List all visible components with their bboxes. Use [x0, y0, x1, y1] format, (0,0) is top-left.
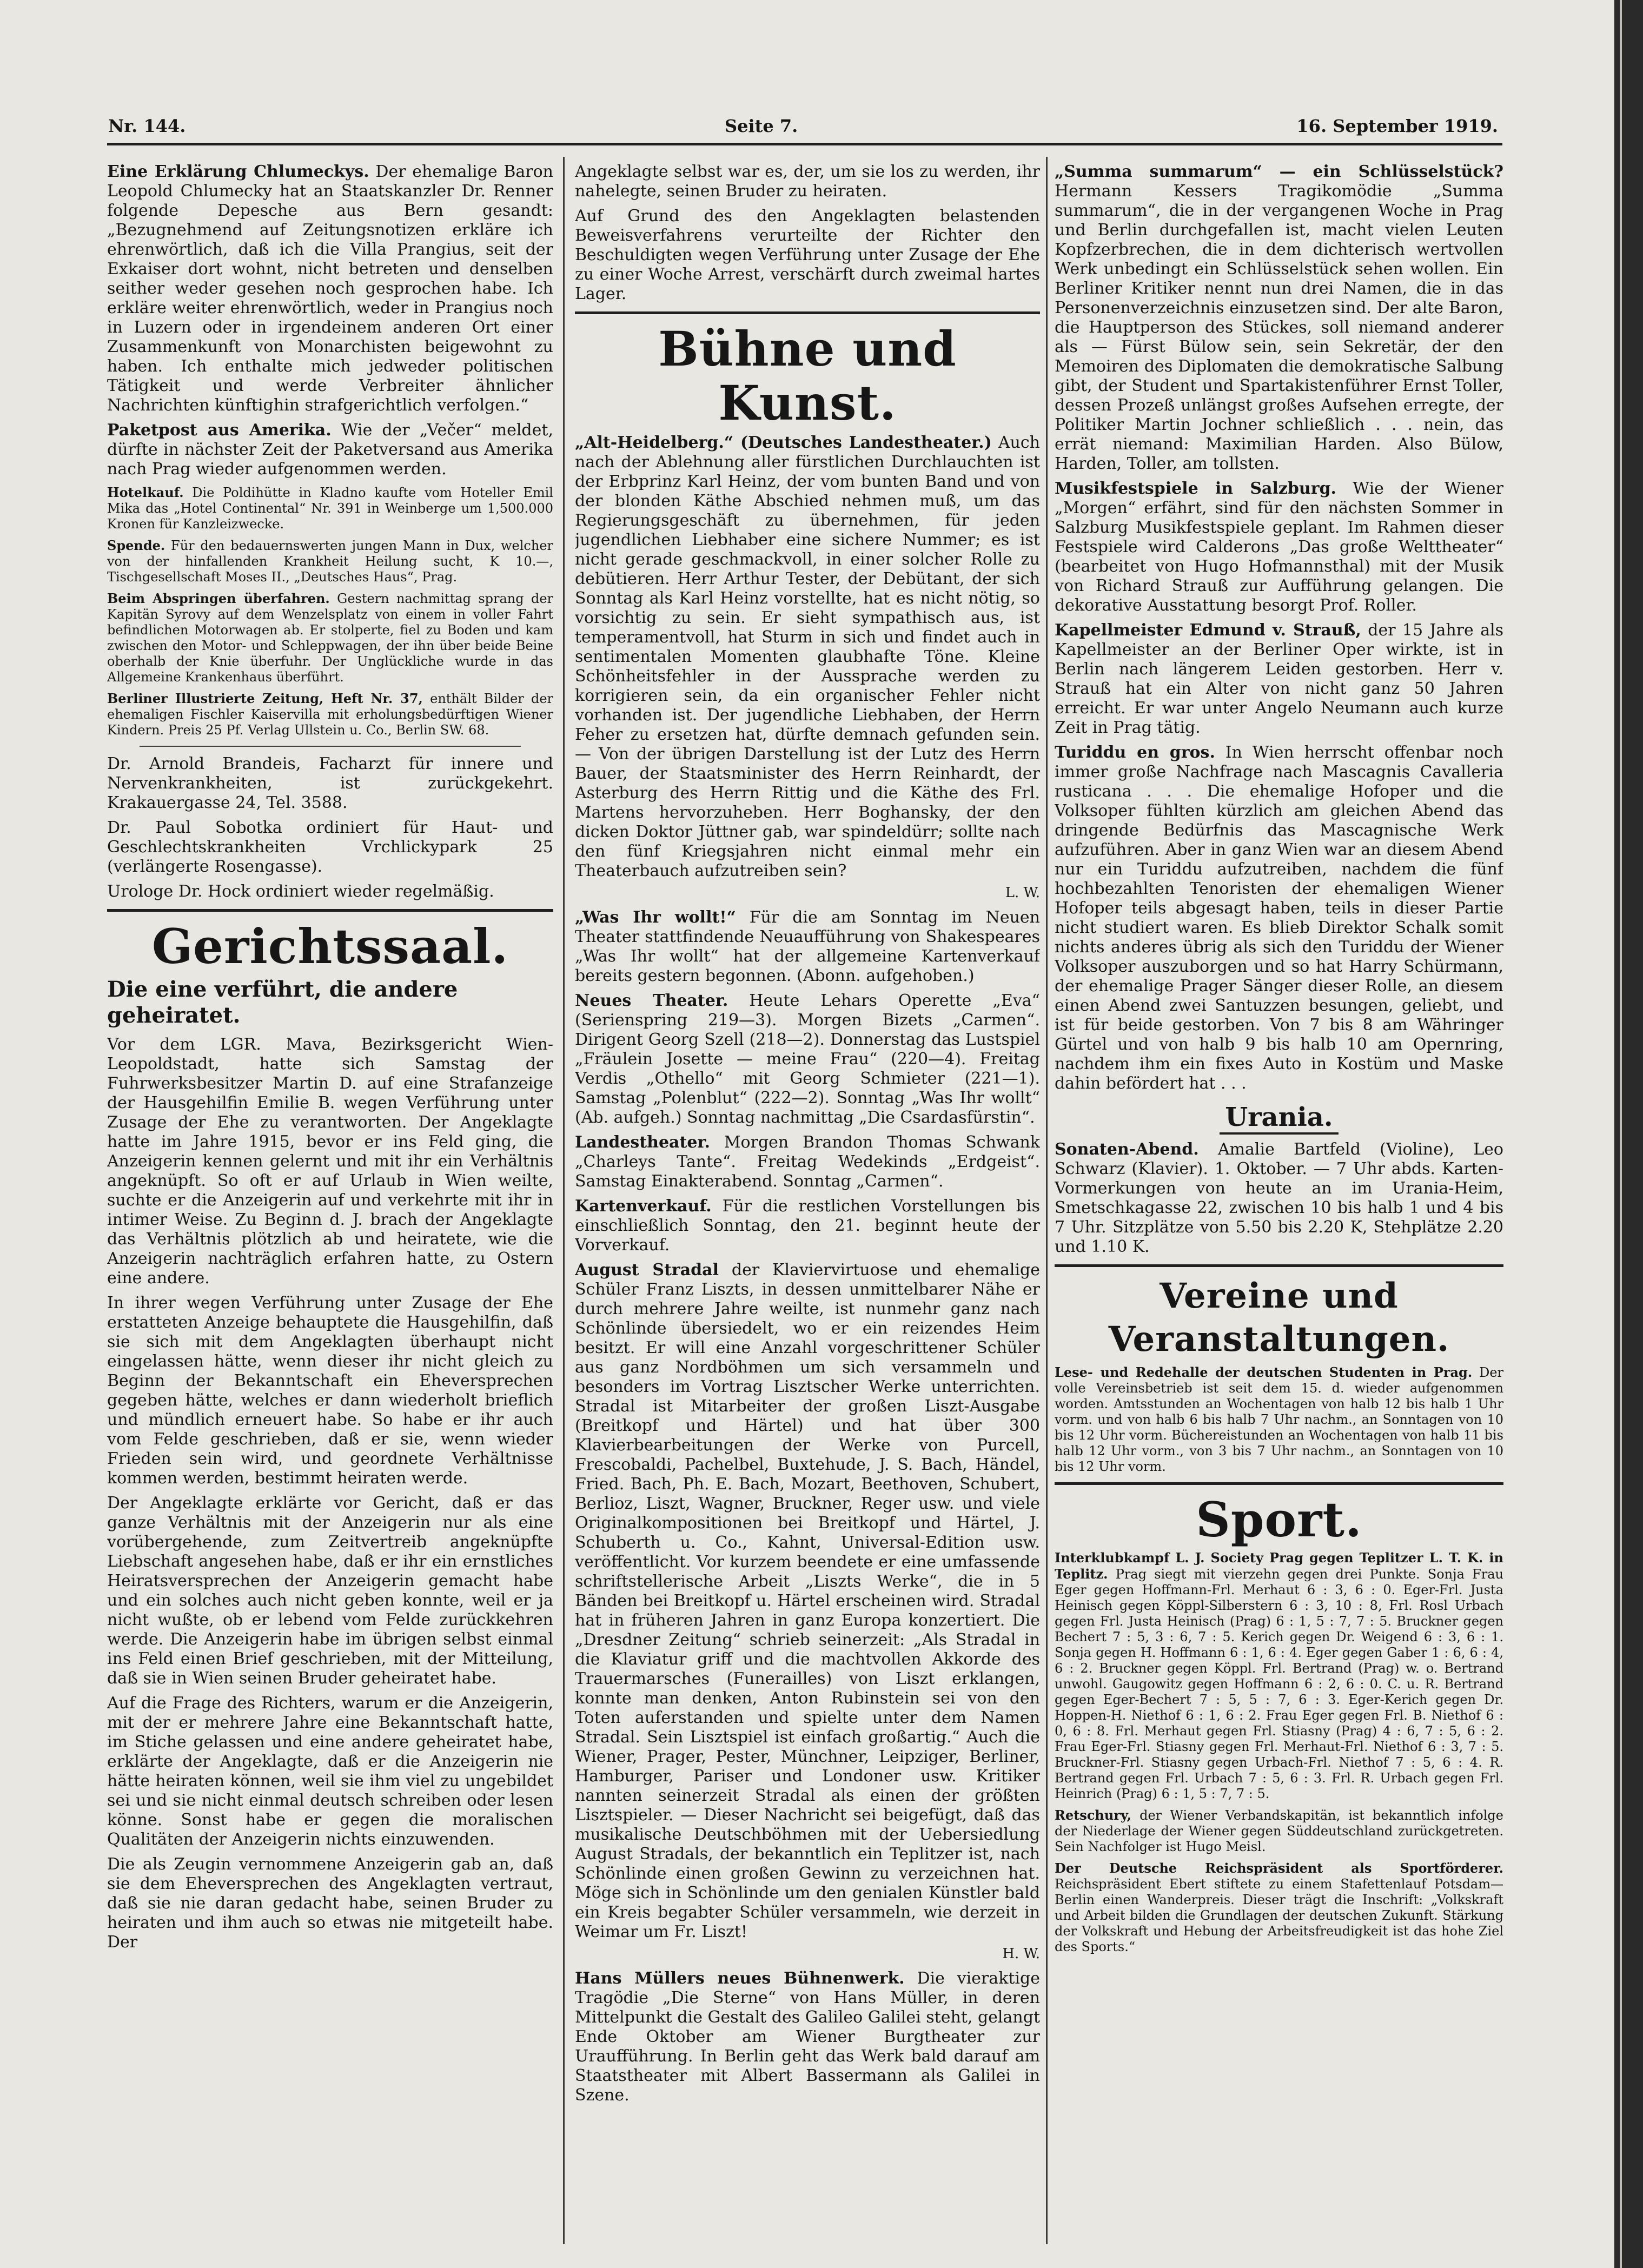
page-header: [108, 116, 1498, 146]
article-stradal: [575, 1261, 1040, 1942]
ad-brandeis: Dr. Arnold Brandeis, Facharzt für innere und Nervenkrankheiten, ist zurückgekehrt. Krakauergasse 24, Tel. 3588.: [107, 754, 553, 812]
article-text: der Klaviervirtuose und ehemalige Schüler Franz Liszts, in dessen unmittelbarer Nähe er durch mehrere Jahre weilte, ist nunmehr ganz nach Schönlinde übersiedelt, wo er ein reizendes Heim besitzt. Er will eine Anzahl vorgeschrittener Schüler aus ganz Nordböhmen um sich versammeln und besonders im Vortrag Lisztscher Werke unterrichten. Stradal ist Mitarbeiter der großen Liszt-Ausgabe (Breitkopf und Härtel) und hat über 300 Klavierbearbeitungen der Werke von Purcell, Frescobaldi, Pachelbel, Buxtehude, J. S. Bach, Händel, Fried. Bach, Ph. E. Bach, Mozart, Beethoven, Schubert, Berlioz, Liszt, Wagner, Bruckner, Reger usw. und viele Originalkompositionen bei Breitkopf und Härtel, J. Schuberth u. Co., Kahnt, Universal-Edition usw. veröffentlicht. Vor kurzem beendete er eine umfassende schriftstellerische Arbeit „Liszts Werke“, die in 5 Bänden bei Breitkopf u. Härtel erscheinen wird. Stradal hat in früheren Jahren in ganz Europa konzertiert. Die „Dresdner Zeitung“ schrieb seinerzeit: „Als Stradal in die Klaviatur griff und die machtvollen Akkorde des Trauermarsches (Funerailles) von Liszt erklangen, konnte man denken, Anton Rubinstein sei von den Toten auferstanden und spielte unter dem Namen Stradal. Sein Lisztspiel ist einfach großartig.“ Auch die Wiener, Prager, Pester, Münchner, Leipziger, Berliner, Hamburger, Pariser und Londoner usw. Kritiker nannten seinerzeit Stradal als einen der größten Lisztspieler. — Dieser Nachricht sei beigefügt, daß das musikalische Deutschböhmen mit der Uebersiedlung August Stradals, der bekanntlich ein Teplitzer ist, nach Schönlinde einen großen Gewinn zu verzeichnen hat. Möge sich in Schönlinde um den genialen Künstler bald ein Kreis begabter Schüler versammeln, wie derzeit in Weimar um Fr. Liszt!: [575, 1261, 1040, 1941]
article-summa-summarum: [1055, 162, 1503, 474]
article-lead: Turiddu en gros.: [1055, 743, 1215, 762]
article-text: Wie der „Večer“ meldet, dürfte in nächster Zeit der Paketversand aus Amerika nach Prag wieder aufgenommen werden.: [107, 421, 553, 479]
article-lead: Landestheater.: [575, 1133, 710, 1152]
article-interklubkampf: [1055, 1550, 1503, 1802]
article-sonaten-abend: [1055, 1140, 1503, 1257]
notice-hotelkauf: [107, 485, 553, 532]
article-text: der Wiener Verbandskapitän, ist bekanntlich infolge der Niederlage der Wiener gegen Süddeutschland zurückgetreten. Sein Nachfolger ist Hugo Meisl.: [1055, 1808, 1503, 1854]
column-left: [107, 162, 553, 2250]
page-number: Seite 7.: [725, 116, 798, 136]
issue-date: 16. September 1919.: [1296, 116, 1498, 136]
article-lead: Eine Erklärung Chlumeckys.: [107, 162, 369, 181]
article-lead: Lese- und Redehalle der deutschen Studenten in Prag.: [1055, 1364, 1473, 1380]
right-scan-margin: [1614, 0, 1643, 2268]
article-lead: Neues Theater.: [575, 991, 728, 1010]
column-middle: [575, 162, 1040, 2250]
article-paragraph: Die als Zeugin vernommene Anzeigerin gab an, daß sie dem Eheversprechen des Angeklagten vertraut, daß sie nie daran gedacht habe, seinen Bruder zu heiraten und ihm auch so etwas nie mitgeteilt habe. Der: [107, 1855, 553, 1952]
article-paragraph: Der Angeklagte erklärte vor Gericht, daß er das ganze Verhältnis mit der Anzeigerin nur als eine vorübergehende, zum Zeitvertreib angeknüpfte Liebschaft angesehen habe, daß er ihr ein ernstliches Heiratsversprechen der Anzeigerin gemacht habe und ein solches auch nicht geben konnte, weil er ja nicht wußte, ob er lebend vom Felde zurückkehren werde. Die Anzeigerin habe im übrigen selbst einmal ins Feld einen Brief geschrieben, mit der Mitteilung, daß sie in Wien seinen Bruder geheiratet habe.: [107, 1494, 553, 1688]
article-text: Heute Lehars Operette „Eva“ (Serienspring 219—3). Morgen Bizets „Carmen“. Dirigent Georg Szell (218—2). Donnerstag das Lustspiel „Fräulein Josette — meine Frau“ (220—4). Freitag Verdis „Othello“ mit Georg Schmieter (221—1). Samstag „Polenblut“ (222—2). Sonntag „Was Ihr wollt“ (Ab. aufgeh.) Sonntag nachmittag „Die Csardasfürstin“.: [575, 991, 1040, 1127]
article-strauss: [1055, 621, 1503, 738]
urania-heading: Urania.: [1220, 1102, 1339, 1135]
issue-number: Nr. 144.: [108, 116, 186, 136]
article-lead: Sonaten-Abend.: [1055, 1140, 1199, 1159]
article-lead: Hans Müllers neues Bühnenwerk.: [575, 1969, 905, 1988]
column-right: [1055, 162, 1503, 2250]
article-lead: „Was Ihr wollt!“: [575, 908, 736, 927]
article-lesehalle: [1055, 1364, 1503, 1475]
article-was-ihr-wollt: [575, 908, 1040, 986]
author-signature: L. W.: [1005, 885, 1040, 901]
section-heading-vereine: Vereine und Veranstaltungen.: [1108, 1276, 1450, 1360]
author-signature: H. W.: [1002, 1946, 1040, 1962]
article-text: Die vieraktige Tragödie „Die Sterne“ von Hans Müller, in deren Mittelpunkt die Gestalt des Galileo Galilei steht, gelangt Ende Oktober am Wiener Burgtheater zur Uraufführung. In Berlin geht das Werk bald darauf am Staatstheater mit Albert Bassermann als Galilei in Szene.: [575, 1969, 1040, 2105]
article-lead: „Alt-Heidelberg.“ (Deutsches Landestheater.): [575, 433, 992, 452]
section-rule: [1055, 1264, 1503, 1267]
article-lead: August Stradal: [575, 1261, 719, 1279]
notice-lead: Berliner Illustrierte Zeitung, Heft Nr. 37,: [107, 691, 423, 706]
article-text: Auch nach der Ablehnung aller fürstlichen Durchlauchten ist der Erbprinz Karl Heinz, der vom bunten Band und von der blonden Käthe Abschied nehmen muß, um das Regierungsgeschäft zu übernehmen, für jeden jugendlichen Liebhaber eine sichere Nummer; es ist nicht gerade geschmackvoll, in einer solcher Rolle zu debütieren. Herr Arthur Tester, der Debütant, der sich Sonntag als Karl Heinz vorstellte, hat es nicht nötig, so vorsichtig zu sein. Er sieht sympathisch aus, ist temperamentvoll, hat Sturm in sich und findet auch in sentimentalen Momenten glaubhafte Töne. Kleine Schönheitsfehler in der Aussprache werden zu korrigieren sein, da ein organischer Fehler nicht vorhanden ist. Der jugendliche Liebhaben, der Herrn Feher zu ersetzen hat, dürfte demnach gefunden sein. — Von der übrigen Darstellung ist der Lutz des Herrn Bauer, der Staatsminister des Herrn Reinhardt, der Asterburg des Herrn Rittig und die Käthe des Frl. Martens hervorzuheben. Herr Boghansky, der den dicken Doktor Jüttner gab, war spindeldürr; sollte nach den fünf Kriegsjahren nicht einmal mehr ein Theaterbauch aufzutreiben sein?: [575, 433, 1040, 880]
article-text: Morgen Brandon Thomas Schwank „Charleys Tante“. Freitag Wedekinds „Erdgeist“. Samstag Einakterabend. Sonntag „Carmen“.: [575, 1133, 1040, 1191]
article-text: Wie der Wiener „Morgen“ erfährt, sind für den nächsten Sommer in Salzburg Musikfestspiele geplant. Im Rahmen dieser Festspiele wird Calderons „Das große Welttheater“ (bearbeitet von Hugo Hofmannsthal) mit der Musik von Richard Strauß zur Aufführung gelangen. Die dekorative Ausstattung besorgt Prof. Roller.: [1055, 479, 1503, 615]
article-text: Prag siegt mit vierzehn gegen drei Punkte. Sonja Frau Eger gegen Hoffmann-Frl. Merhaut 6 : 3, 6 : 0. Eger-Frl. Justa Heinisch gegen Köppl-Silberstern 6 : 3, 10 : 8, Frl. Rosl Urbach gegen Frl. Justa Heinisch (Prag) 6 : 1, 5 : 7, 7 : 5. Bruckner gegen Bechert 7 : 5, 3 : 6, 7 : 5. Kerich gegen Dr. Weigend 6 : 3, 6 : 1. Sonja gegen H. Hoffmann 6 : 1, 6 : 4. Eger gegen Gaber 1 : 6, 6 : 4, 6 : 2. Bruckner gegen Köppl. Frl. Bertrand (Prag) w. o. Bertrand unwohl. Gaugowitz gegen Hoffmann 6 : 2, 6 : 0. C. u. R. Bertrand gegen Eger-Bechert 7 : 5, 5 : 7, 6 : 3. Eger-Kerich gegen Dr. Hoppen-H. Niethof 6 : 1, 6 : 2. Frau Eger gegen Frl. B. Niethof 6 : 0, 6 : 8. Frl. Merhaut gegen Frl. Stiasny (Prag) 4 : 6, 7 : 5, 6 : 2. Frau Eger-Frl. Stiasny gegen Frl. Merhaut-Frl. Niethof 6 : 3, 7 : 5. Bruckner-Frl. Stiasny gegen Urbach-Frl. Niethof 7 : 5, 6 : 4. R. Bertrand gegen Frl. Urbach 7 : 5, 6 : 3. Frl. R. Urbach gegen Frl. Heinrich (Prag) 6 : 1, 5 : 7, 7 : 5.: [1055, 1567, 1503, 1801]
short-notices: [107, 485, 553, 738]
section-rule: [575, 311, 1040, 314]
column-rule-1: [563, 157, 565, 2244]
header-rule: [107, 143, 1502, 145]
article-retschury: [1055, 1807, 1503, 1855]
article-reichspraesident: [1055, 1860, 1503, 1955]
article-paketpost: [107, 421, 553, 479]
notice-lead: Hotelkauf.: [107, 485, 184, 500]
ad-sobotka: Dr. Paul Sobotka ordiniert für Haut- und Geschlechtskrankheiten Vrchlickypark 25 (verlängerte Rosengasse).: [107, 818, 553, 876]
article-lead: Musikfestspiele in Salzburg.: [1055, 479, 1336, 498]
article-turiddu: [1055, 743, 1503, 1093]
article-text: Für die restlichen Vorstellungen bis einschließlich Sonntag, den 21. beginnt heute der Vorverkauf.: [575, 1197, 1040, 1255]
article-lead: Retschury,: [1055, 1807, 1131, 1823]
divider: [140, 746, 521, 747]
article-lead: Der Deutsche Reichspräsident als Sportförderer.: [1055, 1860, 1503, 1876]
article-continuation: Angeklagte selbst war es, der, um sie los zu werden, ihr nahelegte, seinen Bruder zu heiraten.: [575, 162, 1040, 201]
article-text: Reichspräsident Ebert stiftete zu einem Stafettenlauf Potsdam—Berlin einen Wanderpreis. Dieser trägt die Inschrift: „Volkskraft und Arbeit bilden die Grundlagen der deutschen Zukunft. Stärkung der Volkskraft und Hebung der Arbeitsfreudigkeit ist das hohe Ziel des Sports.“: [1055, 1876, 1503, 1954]
section-heading-sport: Sport.: [1196, 1491, 1362, 1548]
notice-text: Die Poldihütte in Kladno kaufte vom Hoteller Emil Mika das „Hotel Continental“ Nr. 391 in Weinberge um 1,500.000 Kronen für Kanzleizwecke.: [107, 485, 553, 532]
article-lead: Kapellmeister Edmund v. Strauß,: [1055, 621, 1361, 640]
article-lead: Kartenverkauf.: [575, 1197, 712, 1216]
article-lead: „Summa summarum“ — ein Schlüsselstück?: [1055, 162, 1503, 181]
article-text: In Wien herrscht offenbar noch immer große Nachfrage nach Mascagnis Cavalleria rusticana . . . Die ehemalige Hofoper und die Volksoper fühlten kürzlich am gleichen Abend das dringende Bedürfnis das Mascagnische Werk aufzuführen. Aber in ganz Wien war an diesem Abend nur ein Turiddu aufzutreiben, nachdem die fünf hochbezahlten Tenoristen der ehemaligen Wiener Hofoper teils abgesagt haben, teils in dieser Partie nicht studiert waren. Es blieb Direktor Schalk somit nichts anderes übrig als sich den Turiddu der Wiener Volksoper auszuborgen und so hat Harry Schürmann, der ehemalige Prager Sänger dieser Rolle, an diesem einen Abend zwei Santuzzen besungen, geliebt, und ist für beide gestorben. Von 7 bis 8 am Währinger Gürtel und von halb 9 bis halb 10 am Opernring, nachdem ihm ein fixes Auto in Kostüm und Maske dahin befördert hat . . .: [1055, 743, 1503, 1093]
article-landestheater: [575, 1133, 1040, 1191]
section-heading-gerichtssaal: Gerichtssaal.: [151, 918, 509, 974]
article-text: Der ehemalige Baron Leopold Chlumecky hat an Staatskanzler Dr. Renner folgende Depesche aus Bern gesandt: „Bezugnehmend auf Zeitungsnotizen erkläre ich ehrenwörtlich, daß ich die Villa Prangius, seit der Exkaiser dort wohnt, nicht betreten und denselben seither weder gesehen noch gesprochen habe. Ich erkläre weiter ehrenwörtlich, weder in Prangius noch in Luzern oder in irgendeinem anderen Ort einer Zusammenkunft von Monarchisten beigewohnt zu haben. Ich enthalte mich jedweder politischen Tätigkeit und werde Verbreiter ähnlicher Nachrichten künftighin strafgerichtlich verfolgen.“: [107, 162, 553, 415]
article-headline: Die eine verführt, die andere geheiratet.: [107, 977, 458, 1028]
article-paragraph: In ihrer wegen Verführung unter Zusage der Ehe erstatteten Anzeige behauptete die Hausgehilfin, daß sie sich mit dem Angeklagten überhaupt nicht eingelassen hätte, wenn dieser ihr nicht gleich zu Beginn der Bekanntschaft ein Eheversprechen gegeben hätte, welches er dann wiederholt brieflich und mündlich erneuert habe. So habe er ihr auch vom Felde geschrieben, daß er sie, wenn wieder Frieden sein wird, und geordnete Verhältnisse kommen werden, bestimmt heiraten werde.: [107, 1294, 553, 1488]
article-text: der 15 Jahre als Kapellmeister an der Berliner Oper wirkte, ist in Berlin nach längerem Leiden gestorben. Herr v. Strauß hat ein Alter von nicht ganz 50 Jahren erreicht. Er war unter Angelo Neumann auch kurze Zeit in Prag tätig.: [1055, 621, 1503, 737]
article-text: Hermann Kessers Tragikomödie „Summa summarum“, die in der vergangenen Woche in Prag und Berlin durchgefallen ist, macht vielen Leuten Kopfzerbrechen, die in dem dichterisch wertvollen Werk unbedingt ein Schlüsselstück sehen wollen. Ein Berliner Kritiker nennt nun drei Namen, die in das Personenverzeichnis einzusetzen sind. Der alte Baron, die Hauptperson des Stückes, soll niemand anderer als — Fürst Bülow sein, sein Sekretär, der den Memoiren des Diplomaten die demokratische Salbung gibt, der Student und Spartakistenführer Ernst Toller, dessen Prozeß unlängst großes Aufsehen erregte, der Politiker Martin Jochner schließlich . . . nein, das errät niemand: Maximilian Harden. Also Bülow, Harden, Toller, am tollsten.: [1055, 182, 1503, 473]
notice-lead: Spende.: [107, 538, 165, 553]
column-rule-2: [1046, 157, 1048, 2244]
notice-text: Gestern nachmittag sprang der Kapitän Syrovy auf dem Wenzelsplatz von einem in voller Fahrt befindlichen Motorwagen ab. Er stolperte, fiel zu Boden und kam zwischen den Motor- und Schleppwagen, der ihn über beide Beine oberhalb der Knie überfuhr. Der Unglückliche wurde in das Allgemeine Krankenhaus überführt.: [107, 591, 553, 685]
article-paragraph: Auf die Frage des Richters, warum er die Anzeigerin, mit der er mehrere Jahre eine Bekanntschaft hatte, im Stiche gelassen und eine andere geheiratet habe, erklärte der Angeklagte, daß er die Anzeigerin nie hätte heiraten können, weil sie ihm viel zu ungebildet sei und sie nicht einmal deutsch schreiben oder lesen könne. Sonst habe er gegen die moralischen Qualitäten der Anzeigerin nichts einzuwenden.: [107, 1694, 553, 1849]
article-hans-mueller: [575, 1969, 1040, 2105]
ad-hock: Urologe Dr. Hock ordiniert wieder regelmäßig.: [107, 882, 494, 901]
notice-abspringen: [107, 591, 553, 685]
section-heading-buehne-und-kunst: Bühne und Kunst.: [658, 321, 957, 431]
article-continuation: Auf Grund des den Angeklagten belastenden Beweisverfahrens verurteilte der Richter den Beschuldigten wegen Verführung unter Zusage der Ehe zu einer Woche Arrest, verschärft durch zweimal hartes Lager.: [575, 207, 1040, 303]
article-kartenverkauf: [575, 1197, 1040, 1255]
notice-lead: Beim Abspringen überfahren.: [107, 591, 330, 606]
article-text: Für die am Sonntag im Neuen Theater stattfindende Neuaufführung von Shakespeares „Was Ihr wollt“ hat der allgemeine Kartenverkauf bereits gestern begonnen. (Abonn. aufgehoben.): [575, 908, 1040, 985]
notice-illustrierte: [107, 691, 553, 738]
article-text: Der volle Vereinsbetrieb ist seit dem 15. d. wieder aufgenommen worden. Amtsstunden an Wochentagen von halb 12 bis halb 1 Uhr vorm. und von halb 6 bis halb 7 Uhr nachm., an Sonntagen von 10 bis 12 Uhr vorm. Büchereistunden an Wochentagen von halb 11 bis halb 12 Uhr vorm., von 3 bis 7 Uhr nachm., an Sonntagen von 10 bis 12 Uhr vorm.: [1055, 1365, 1503, 1474]
section-rule: [107, 909, 553, 912]
section-rule: [1055, 1482, 1503, 1485]
article-salzburg: [1055, 479, 1503, 615]
notice-text: enthält Bilder der ehemaligen Fischler Kaiservilla mit erholungsbedürftigen Wiener Kindern. Preis 25 Pf. Verlag Ullstein u. Co., Berlin SW. 68.: [107, 691, 553, 738]
article-paragraph: Vor dem LGR. Mava, Bezirksgericht Wien-Leopoldstadt, hatte sich Samstag der Fuhrwerksbesitzer Martin D. auf eine Strafanzeige der Hausgehilfin Emilie B. wegen Verführung unter Zusage der Ehe zu verantworten. Der Angeklagte hatte im Jahre 1915, bevor er ins Feld ging, die Anzeigerin kennen gelernt und mit ihr ein Verhältnis angeknüpft. So oft er auf Urlaub in Wien weilte, suchte er die Anzeigerin auf und verkehrte mit ihr in intimer Weise. Zu Beginn d. J. brach der Angeklagte das Verhältnis plötzlich ab und heiratete, wie die Anzeigerin nachträglich erfahren hatte, zu Ostern eine andere.: [107, 1035, 553, 1288]
article-chlumecky: [107, 162, 553, 415]
article-alt-heidelberg: [575, 433, 1040, 881]
article-lead: Interklubkampf L. J. Society Prag gegen Teplitzer L. T. K. in Teplitz.: [1055, 1550, 1503, 1582]
article-text: Amalie Bartfeld (Violine), Leo Schwarz (Klavier). 1. Oktober. — 7 Uhr abds. Karten-Vormerkungen von heute an im Urania-Heim, Smetschkagasse 22, zwischen 10 bis halb 1 und 4 bis 7 Uhr. Sitzplätze von 5.50 bis 2.20 K, Stehplätze 2.20 und 1.10 K.: [1055, 1140, 1503, 1256]
notice-text: Für den bedauernswerten jungen Mann in Dux, welcher von der hinfallenden Krankheit Heilung sucht, K 10.—, Tischgesellschaft Moses II., „Deutsches Haus“, Prag.: [107, 538, 553, 585]
article-lead: Paketpost aus Amerika.: [107, 421, 332, 440]
notice-spende: [107, 538, 553, 585]
article-neues-theater: [575, 991, 1040, 1128]
page-edge: [1620, 0, 1622, 2268]
